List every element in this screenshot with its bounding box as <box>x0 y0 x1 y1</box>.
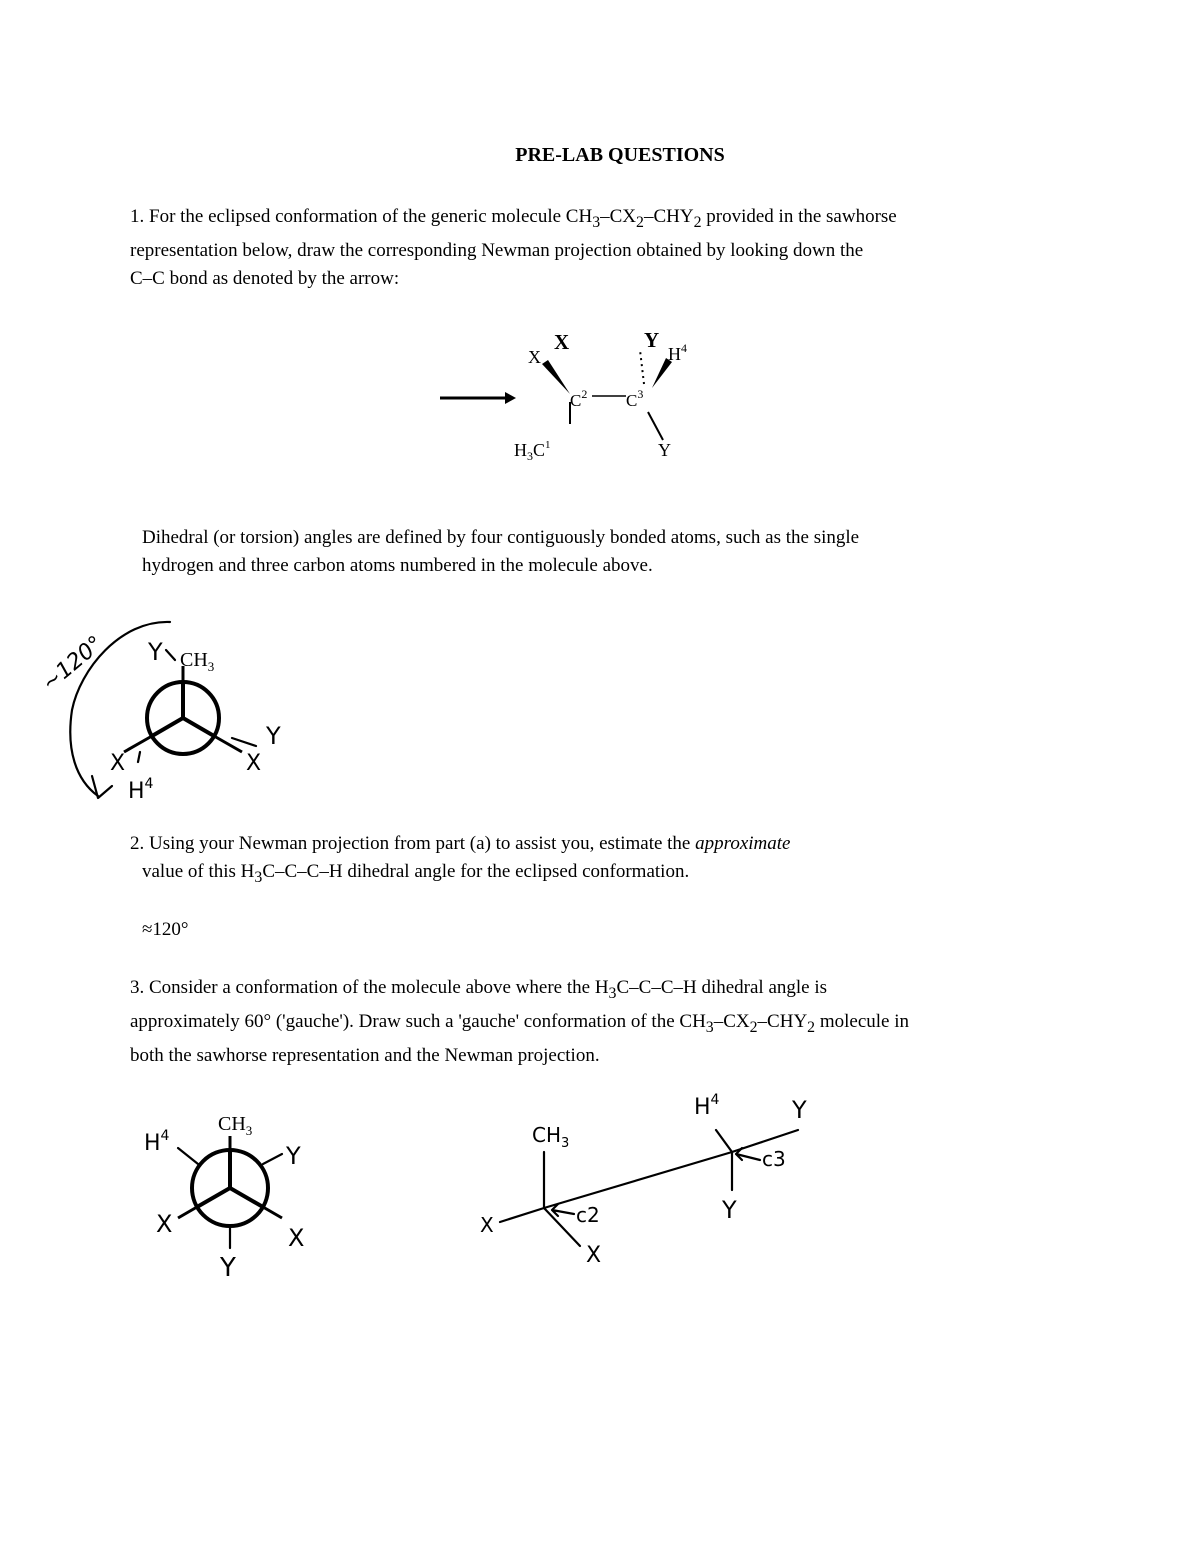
bond-c2-c3 <box>544 1152 732 1208</box>
dihedral-note-line-2: hydrogen and three carbon atoms numbered in the molecule above. <box>142 555 653 576</box>
sawhorse-diagram-2 <box>470 1090 830 1280</box>
y-right-bond <box>232 738 256 746</box>
question-3-line-1: 3. Consider a conformation of the molecule above where the $H_3C-C-C-H$ dihedral angle is <box>130 977 828 1002</box>
question-1-line-3: C–C bond as denoted by the arrow: <box>130 267 400 289</box>
label-c2: c2 <box>576 1203 600 1227</box>
label-h4: $H^4$ <box>144 1128 170 1156</box>
front-bond-right <box>230 1188 263 1207</box>
h4-bond <box>178 1148 198 1164</box>
label-x-bottom: X <box>586 1243 602 1268</box>
arrow-c3 <box>736 1148 760 1160</box>
page-title: PRE-LAB QUESTIONS <box>515 144 725 166</box>
label-h3c1: $H_3C^1$ <box>514 439 551 463</box>
x-left-bond <box>178 1207 197 1218</box>
label-y-top: Y <box>148 638 163 666</box>
x-right-bond <box>214 736 242 752</box>
question-2 <box>130 830 1130 892</box>
label-h4: $H^4$ <box>694 1092 720 1120</box>
label-y-bold: Y <box>644 328 660 352</box>
label-y-bottom: Y <box>722 1196 737 1224</box>
label-y-bottom: Y <box>658 440 671 460</box>
label-ch3: $CH_3$ <box>180 649 215 674</box>
label-h4: $H^4$ <box>668 341 687 364</box>
label-c3: $C^3$ <box>626 387 644 410</box>
label-y-bottom: Y <box>220 1253 236 1283</box>
question-2-answer: ≈120° <box>142 919 189 940</box>
question-3 <box>130 974 1130 1070</box>
label-x-right: X <box>288 1224 305 1252</box>
label-ch3: $CH_3$ <box>218 1113 253 1138</box>
bond-c3-h4 <box>716 1130 732 1152</box>
arrow-c2 <box>552 1204 574 1216</box>
label-x-left: X <box>156 1210 173 1238</box>
x-left-bond <box>124 736 152 752</box>
label-x-left: X <box>110 751 126 776</box>
label-x-bold: X <box>554 330 570 354</box>
question-3-line-2: approximately 60° ('gauche'). Draw such a 'gauche' conformation of the $CH_3-CX_2-CHY_2$ molecule in <box>130 1010 910 1036</box>
label-x-right: X <box>246 751 262 776</box>
y-top-bond <box>166 650 175 660</box>
question-3-line-3: both the sawhorse representation and the Newman projection. <box>130 1044 600 1066</box>
label-x-left: X <box>480 1213 494 1237</box>
label-c3: c3 <box>762 1147 786 1171</box>
h4-bond <box>138 752 140 762</box>
dihedral-note-line-1: Dihedral (or torsion) angles are defined by four contiguously bonded atoms, such as the single <box>142 527 860 548</box>
label-c2: $C^2$ <box>570 387 588 410</box>
bond-c2-x-left <box>500 1208 544 1222</box>
label-x-left: X <box>528 347 541 367</box>
x-right-bond <box>263 1207 282 1218</box>
label-y-right: Y <box>266 722 281 750</box>
question-1-line-1: 1. For the eclipsed conformation of the generic molecule $CH_3-CX_2-CHY_2$ provided in the sawhorse <box>130 206 897 231</box>
bond-c3-y <box>648 412 663 440</box>
label-h4: $H^4$ <box>128 776 154 804</box>
question-2-line-1: 2. Using your Newman projection from part (a) to assist you, estimate the approximate <box>130 833 791 854</box>
angle-note: ~120° <box>37 631 109 697</box>
front-bond-left <box>152 718 183 736</box>
newman-projection-2 <box>130 1100 340 1300</box>
front-bond-left <box>197 1188 230 1207</box>
label-y-right: Y <box>792 1096 807 1124</box>
view-arrow-head <box>505 392 516 404</box>
label-y-right: Y <box>286 1142 301 1170</box>
dihedral-note <box>142 524 1102 580</box>
label-ch3: $CH_3$ <box>532 1123 570 1151</box>
question-1-line-2: representation below, draw the corresponding Newman projection obtained by looking down the <box>130 239 864 261</box>
newman-projection-1 <box>20 600 320 820</box>
dash-bond-y <box>640 350 644 384</box>
question-2-line-2: value of this $H_3C-C-C-H$ dihedral angle for the eclipsed conformation. <box>142 861 690 886</box>
wedge-bond-x <box>542 360 570 394</box>
y-right-bond <box>263 1154 282 1164</box>
question-1 <box>130 203 1130 293</box>
sawhorse-diagram <box>430 320 730 470</box>
front-bond-right <box>183 718 214 736</box>
